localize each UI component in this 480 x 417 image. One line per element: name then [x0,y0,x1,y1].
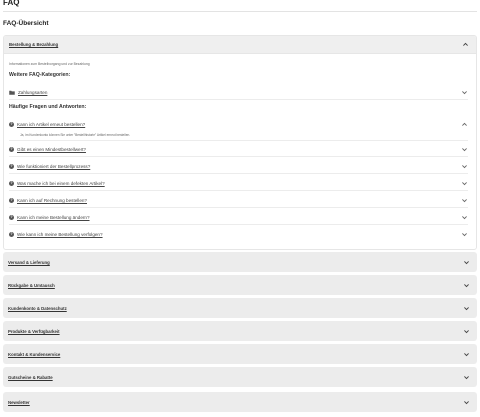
question-circle-icon: ? [10,197,13,202]
accordion-header-versand[interactable] [3,252,477,272]
chevron-down-icon [463,282,470,289]
chevron-up-icon [462,41,469,48]
chevron-down-icon [461,146,468,153]
chevron-up-icon [461,121,468,128]
question-circle-icon: ? [10,146,13,151]
accordion-header-gutscheine[interactable] [3,367,477,387]
question-circle-icon: ? [10,180,13,185]
chevron-down-icon [463,305,470,312]
faq-question-label: Kann ich meine Bestellung ändern? [17,214,90,220]
faq-question-3[interactable] [9,176,468,191]
accordion-header-label: Gutscheine & Rabatte [8,374,53,380]
accordion-header-kontakt[interactable] [3,344,477,364]
faq-question-label: Gibt es einen Mindestbestellwert? [17,146,86,152]
faq-question-label: Was mache ich bei einem defekten Artikel? [17,180,105,186]
category-item-zahlungsarten[interactable] [9,85,468,100]
faq-question-label: Wie kann ich meine Bestellung verfolgen? [17,231,103,237]
section-title: FAQ-Übersicht [3,20,49,27]
chevron-down-icon [461,231,468,238]
faq-question-6[interactable] [9,227,468,241]
accordion-header-newsletter[interactable] [3,392,477,412]
faq-answer-0: Ja, im Kundenkonto können Sie unter "Bestellhistorie" Artikel erneut bestellen. [20,133,131,137]
accordion-header-label: Newsletter [8,399,30,405]
faq-heading: Häufige Fragen und Antworten: [9,104,87,110]
faq-question-1[interactable] [9,142,468,157]
chevron-down-icon [463,328,470,335]
accordion-header-produkte[interactable] [3,321,477,341]
title-divider [3,11,477,12]
accordion-header-label: Bestellung & Bezahlung [9,42,59,47]
faq-question-label: Kann ich auf Rechnung bestellen? [17,197,87,203]
accordion-header-label: Versand & Lieferung [8,259,50,265]
accordion-header-kundenkonto[interactable] [3,298,477,318]
faq-question-2[interactable] [9,159,468,174]
question-circle-icon: ? [10,121,13,126]
panel-intro-text: Informationen zum Bestellvorgang und zur Bezahlung [9,62,90,66]
question-circle-icon: ? [10,231,13,236]
accordion-header-bestellung[interactable] [4,36,476,54]
chevron-down-icon [463,399,470,406]
chevron-down-icon [461,214,468,221]
faq-question-label: Wie funktioniert der Bestellprozess? [17,163,91,169]
faq-question-label: Kann ich Artikel erneut bestellen? [17,121,86,127]
chevron-down-icon [463,351,470,358]
chevron-down-icon [463,259,470,266]
accordion-header-label: Kontakt & Kundenservice [8,351,61,357]
divider [9,140,468,141]
question-circle-icon: ? [10,214,13,219]
chevron-down-icon [463,374,470,381]
folder-icon [9,90,15,95]
accordion-panel-bestellung [3,35,477,250]
category-label: Zahlungsarten [18,89,48,95]
accordion-header-rueckgabe[interactable] [3,275,477,295]
faq-question-5[interactable] [9,210,468,225]
faq-question-0[interactable] [9,117,468,131]
faq-question-4[interactable] [9,193,468,208]
chevron-down-icon [461,180,468,187]
chevron-down-icon [461,163,468,170]
accordion-header-label: Produkte & Verfügbarkeit [8,328,60,334]
question-circle-icon: ? [10,163,13,168]
chevron-down-icon [461,89,468,96]
more-categories-heading: Weitere FAQ-Kategorien: [9,72,71,78]
chevron-down-icon [461,197,468,204]
accordion-header-label: Kundenkonto & Datenschutz [8,305,67,311]
accordion-header-label: Rückgabe & Umtausch [8,282,55,288]
page-title: FAQ [3,0,20,7]
